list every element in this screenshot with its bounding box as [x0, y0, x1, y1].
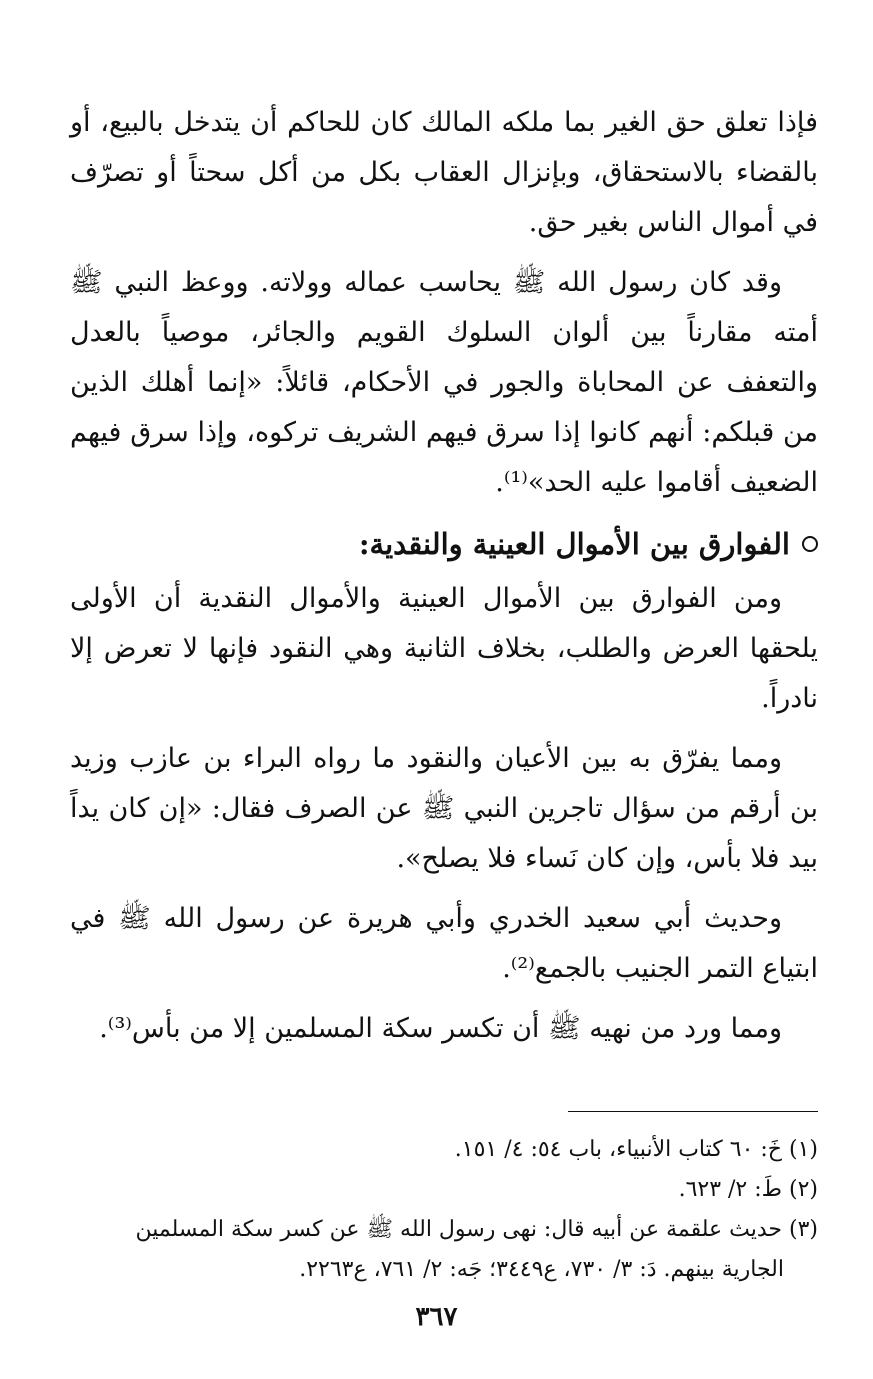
- page-body: [70, 98, 818, 1064]
- footnote-3-continued: الجارية بينهم. دَ: ٣/ ٧٣٠، ع٣٤٤٩؛ جَه: ٢/ ٧٦١، ع٢٢٦٣.: [299, 1257, 784, 1282]
- footnotes: [70, 1130, 818, 1290]
- footnote-3: (٣) حديث علقمة عن أبيه قال: نهى رسول الله ﷺ عن كسر سكة المسلمين: [135, 1217, 818, 1242]
- paragraph-6: ومما ورد من نهيه ﷺ أن تكسر سكة المسلمين إلا من بأس⁽³⁾.: [99, 1013, 782, 1044]
- paragraph-4: ومما يفرّق به بين الأعيان والنقود ما رواه البراء بن عازب وزيد بن أرقم من سؤال تاجرين النبي ﷺ عن الصرف فقال: «إن كان يداً بيد فلا بأس، وإن كان نَساء فلا يصلح».: [70, 743, 818, 874]
- footnote-1: (١) خَ: ٦٠ كتاب الأنبياء، باب ٥٤: ٤/ ١٥١.: [454, 1137, 818, 1162]
- circle-bullet-icon: [802, 536, 818, 552]
- paragraph-1: فإذا تعلق حق الغير بما ملكه المالك كان للحاكم أن يتدخل بالبيع، أو بالقضاء بالاستحقاق، وبإنزال العقاب بكل من أكل سحتاً أو تصرّف في أموال الناس بغير حق.: [70, 107, 818, 238]
- section-heading: [70, 518, 818, 570]
- footnote-2: (٢) طَ: ٢/ ٦٢٣.: [678, 1177, 818, 1202]
- paragraph-5: وحديث أبي سعيد الخدري وأبي هريرة عن رسول الله ﷺ في ابتياع التمر الجنيب بالجمع⁽²⁾.: [70, 903, 818, 984]
- paragraph-2: وقد كان رسول الله ﷺ يحاسب عماله وولاته. ووعظ النبي ﷺ أمته مقارناً بين ألوان السلوك القويم والجائر، موصياً بالعدل والتعفف عن المحاباة والجور في الأحكام، قائلاً: «إنما أهلك الذين من قبلكم: أنهم كانوا إذا سرق فيهم الشريف تركوه، وإذا سرق فيهم الضعيف أقاموا عليه الحد»⁽¹⁾.: [70, 267, 818, 498]
- page-number: ٣٦٧: [415, 1302, 458, 1332]
- footnote-separator: [568, 1111, 818, 1112]
- section-heading-text: الفوارق بين الأموال العينية والنقدية:: [358, 527, 790, 561]
- paragraph-3: ومن الفوارق بين الأموال العينية والأموال النقدية أن الأولى يلحقها العرض والطلب، بخلاف الثانية وهي النقود فإنها لا تعرض إلا نادراً.: [70, 583, 818, 714]
